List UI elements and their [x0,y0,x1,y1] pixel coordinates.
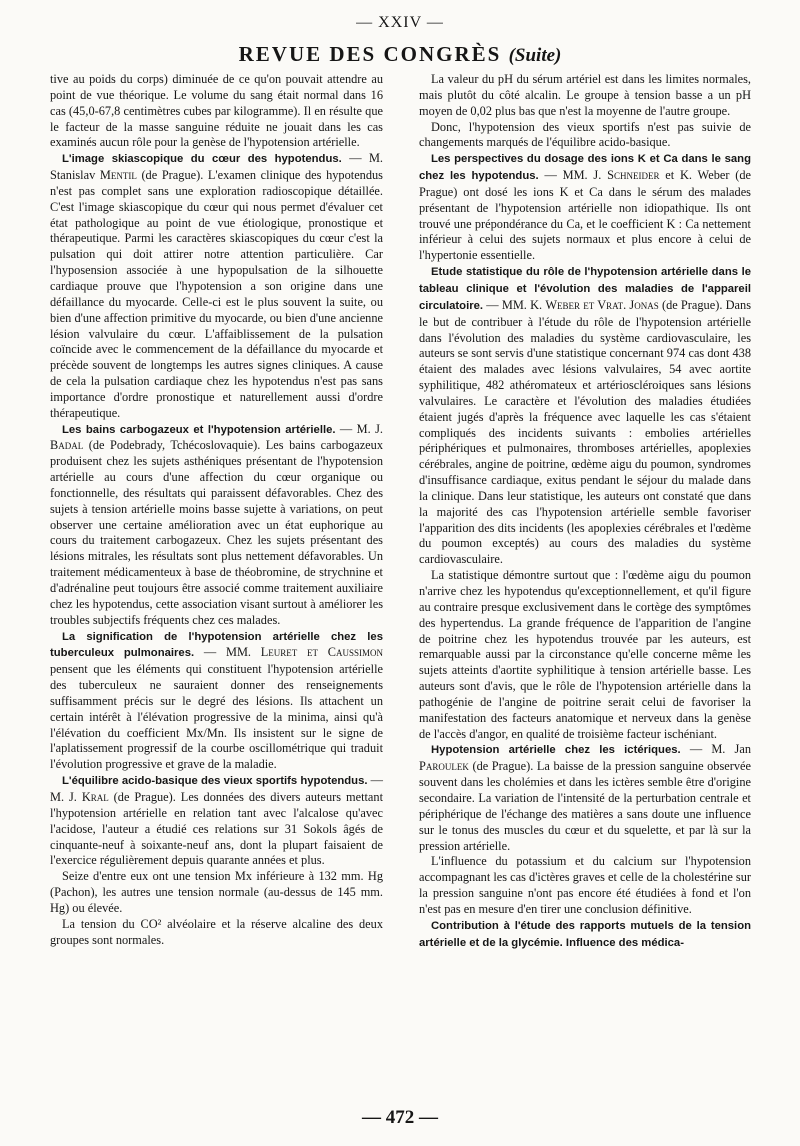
section-heading: Les bains carbogazeux et l'hypotension artérielle. [62,423,336,436]
running-head-title: REVUE DES CONGRÈS [238,42,502,66]
paragraph [419,854,751,917]
author-name: Paroulek [419,759,469,774]
paragraph-text: (de Prague). La baisse de la pression sanguine observée souvent dans les cholémies et dans les ictères semble être d'origine secondaire. La variation de l'intensité de la perturbation centrale et périphérique de l'échange des matières a sans doute une influence sur le tonus des muscles du cœur et du squelette, et par là sur la pression artérielle. [419,759,751,853]
paragraph: L'image skiascopique du cœur des hypotendus. — M. Stanislav Mentil (de Prague). L'examen clinique des hypotendus n'est pas complet sans une exploration radioscopique détaillée. C'est l'image skiascopique du cœur qui nous permet d'évaluer cet état pathologique au point de vue étiologique, pronostique et thérapeutique. Parmi les caractères skiascopiques du cœur c'est la pulsation qui doit attirer notre attention particulière. Car l'hyposension associée à une hypopulsation de la silhouette cardiaque prouve que l'hypotension a son origine dans une défaillance du myocarde. Celle-ci est le plus souvent la suite, ou bien d'une affection primitive du myocarde, ou bien d'une ancienne lésion valvulaire du cœur. L'affaiblissement de la pulsation coïncide avec le commencement de la défaillance du myocarde et précède souvent de longtemps les autres signes cliniques. A cause de cela la pulsation cardiaque chez les hypotendus n'est pas sans importance d'ordre pronostique et naturellement aussi d'ordre thérapeutique. [50,151,384,420]
author-name: Badal [50,438,84,453]
section-heading: Les perspectives du dosage des ions K et Ca dans le sang chez les hypotendus. [419,153,751,183]
running-head [0,42,800,67]
paragraph: Les perspectives du dosage des ions K et Ca dans le sang chez les hypotendus. — MM. J. Schneider et K. Weber (de Prague) ont dosé les ions K et Ca dans le sérum des malades présentant de l'hypotension artérielle non idiopathique. Ils ont trouvé une prépondérance du Ca, et le coefficient K : Ca nettement inférieur à celui des sujets normaux et plus encore à celui de l'hypertonie essentielle. [419,153,752,263]
author-name: Kral [81,789,109,804]
section-heading: Etude statistique du rôle de l'hypotension artérielle dans le tableau clinique et l'évolution des maladies de l'appareil circulatoire. [419,266,751,312]
paragraph-text: Seize d'entre eux ont une tension Mx inférieure à 132 mm. Hg (Pachon), les autres une tension normale (au-dessus de 145 mm. Hg) ou élevée. [50,869,383,915]
paragraph [419,918,751,952]
author-prefix: M. Jan [711,742,751,757]
right-column [419,72,751,951]
page-roman-numeral: — XXIV — [356,14,444,31]
author-name: Mentil [99,168,137,183]
paragraph-text: (de Prague). Les données des divers auteurs mettant l'hypotension artérielle en relation tant avec l'alcalose qu'avec l'acidose, l'auteur a étudié ces relations sur 31 Sokols âgés de cinquante-neuf à soixante-neuf ans, dont la plupart faisaient de l'exercice régulièrement depuis quarante années et plus. [50,789,384,868]
page-number: — 472 — [362,1107,438,1128]
author-prefix: M. J. [356,421,383,436]
author-prefix: MM. J. [562,168,608,183]
author-prefix: MM. K. [501,297,546,312]
paragraph: La signification de l'hypotension artérielle chez les tuberculeux pulmonaires. — MM. Leuret et Caussimon pensent que les éléments qui constituent l'hypotension artérielle des tuberculeux ne sauraient donner des renseignements suffisamment précis sur le degré des lésions. Ils attachent un certain intérêt à l'élévation progressive de la minima, ainsi qu'à l'élévation du coefficient Mx/Mn. Ils insistent sur le signe de l'aplatissement progressif de la courbe oscillométrique qui traduit l'évolution progressive et grave de la maladie. [50,630,384,772]
author-prefix: M. Stanislav [50,151,384,183]
paragraph-text: et K. Weber (de Prague) ont dosé les ions K et Ca dans le sérum des malades présentant de l'hypotension artérielle non idiopathique. Ils ont trouvé une prépondérance du Ca, et le coefficient K : Ca nettement inférieur à celui des sujets normaux et plus encore à celui de l'hypertonie essentielle. [419,168,752,263]
paragraph-text: La valeur du pH du sérum artériel est dans les limites normales, mais plutôt du côté alcalin. Le groupe à tension basse a un pH moyen de 0,02 plus bas que n'est la moyenne de l'autre groupe. [419,72,751,118]
section-heading: L'équilibre acido-basique des vieux sportifs hypotendus. [62,775,368,788]
paragraph [419,72,751,120]
paragraph-text: L'influence du potassium et du calcium sur l'hypotension accompagnant les cas d'ictères graves et celle de la cholestérine sur la pression sanguine n'ont pas encore été étudiées à fond et l'on n'est pas en mesure d'en tirer une conclusion définitive. [419,854,751,916]
paragraph [50,869,383,917]
author-prefix: MM. [225,645,261,660]
paragraph [50,72,383,151]
paragraph-text: Donc, l'hypotension des vieux sportifs n'est pas suivie de changements marqués de l'équilibre acido-basique. [419,119,751,150]
paragraph: Hypotension artérielle chez les ictériques. — M. Jan Paroulek (de Prague). La baisse de la pression sanguine observée souvent dans les cholémies et dans les ictères semble être d'origine secondaire. La variation de l'intensité de la perturbation centrale et périphérique de l'échange des matières a sans doute une influence sur le tonus des muscles du cœur et du squelette, et par là sur la pression artérielle. [419,742,751,853]
paragraph [419,120,751,152]
running-head-suite: (Suite) [508,45,562,66]
paragraph-text: pensent que les éléments qui constituent l'hypotension artérielle des tuberculeux ne sauraient donner des renseignements suffisamment précis sur le degré des lésions. Ils attachent un certain intérêt à l'élévation progressive de la minima, ainsi qu'à l'élévation du coefficient Mx/Mn. Ils insistent sur le signe de l'aplatissement progressif de la courbe oscillométrique qui traduit l'évolution progressive et grave de la maladie. [50,662,383,772]
section-heading: L'image skiascopique du cœur des hypotendus. [62,153,342,166]
left-column [50,72,383,948]
paragraph [50,917,383,949]
paragraph: Etude statistique du rôle de l'hypotension artérielle dans le tableau clinique et l'évolution des maladies de l'appareil circulatoire. — MM. K. Weber et Vrat. Jonas (de Prague). Dans le but de contribuer à l'étude du rôle de l'hypotension artérielle dans l'évolution des maladies du système cardiovasculaire, les auteurs se sont servis d'une statistique concernant 974 cas dont 438 étaient des malades avec lésions valvulaires, 54 avec aortite syphilitique, 482 athéromateux et artérioscléroiques sans lésions valvulaires. Le caractère et l'évolution des maladies étudiées étaient jugés d'après la fréquence avec laquelle les cas s'étaient compliqués des incidents suivants : embolies artérielles périphériques et pulmonaires, thromboses artérielles, apoplexies cérébrales, angine de poitrine, œdème aigu du poumon, syndromes d'insuffisance cardiaque, exitus pendant le séjour du malade dans la clinique. Dans leur statistique, les auteurs ont constaté que dans la majorité des cas l'hypotension artérielle semble favoriser l'apparition des dits incidents (les apoplexies cérébrales et l'œdème du poumon exceptés) au cours des maladies du système cardiovasculaire. [419,266,751,567]
section-heading: La signification de l'hypotension artérielle chez les tuberculeux pulmonaires. [50,630,383,660]
paragraph: L'équilibre acido-basique des vieux sportifs hypotendus. — M. J. Kral (de Prague). Les données des divers auteurs mettant l'hypotension artérielle en relation tant avec l'alcalose qu'avec l'acidose, l'auteur a étudié ces relations sur 31 Sokols âgés de cinquante-neuf à soixante-neuf ans, dont la plupart faisaient de l'exercice régulièrement depuis quarante années et plus. [50,773,384,868]
paragraph-text: (de Prague). Dans le but de contribuer à l'étude du rôle de l'hypotension artérielle dans l'évolution des maladies du système cardiovasculaire, les auteurs se sont servis d'une statistique concernant 974 cas dont 438 étaient des malades avec lésions valvulaires, 54 avec aortite syphilitique, 482 athéromateux et artérioscléroiques sans lésions valvulaires. Le caractère et l'évolution des maladies étudiées étaient jugés d'après la fréquence avec laquelle les cas s'étaient compliqués des incidents suivants : embolies artérielles périphériques et pulmonaires, thromboses artérielles, apoplexies cérébrales, angine de poitrine, œdème aigu du poumon, syndromes d'insuffisance cardiaque, exitus pendant le séjour du malade dans la clinique. Dans leur statistique, les auteurs ont constaté que dans la majorité des cas l'hypotension artérielle semble favoriser l'apparition des dits incidents (les apoplexies cérébrales et l'œdème du poumon exceptés) au cours des maladies du système cardiovasculaire. [419,297,751,567]
section-heading: Hypotension artérielle chez les ictériques. [431,744,681,757]
section-heading: Contribution à l'étude des rapports mutuels de la tension artérielle et de la glycémie. Influence des médica- [419,919,751,949]
paragraph-text: La tension du CO² alvéolaire et la réserve alcaline des deux groupes sont normales. [50,916,383,947]
paragraph: Les bains carbogazeux et l'hypotension artérielle. — M. J. Badal (de Podebrady, Tchécoslovaquie). Les bains carbogazeux produisent chez les sujets asthéniques présentant de l'hypotension artérielle au cours d'une affection du cœur organique ou fonctionnelle, des résultats qui paraissent défavorables. Chez des sujets à tension artérielle moins basse sujette à variations, on peut observer une certaine amélioration avec un état euphorique au cours du traitement carbogazeux. Chez les sujets présentant des lésions mitrales, les résultats sont plus nettement défavorables. Un traitement médicamenteux à base de théobromine, de strychnine et d'adrénaline peut toujours être associé comme traitement auxiliaire chez les hypotendus, cette association visant surtout à améliorer les troubles subjectifs fréquents chez ces malades. [50,421,383,627]
author-name: Leuret et Caussimon [260,645,384,660]
author-prefix: M. J. [50,789,82,804]
paragraph-text: tive au poids du corps) diminuée de ce qu'on pouvait attendre au point de vue théorique. Le volume du sang était normal dans 16 cas (45,0-67,8 centimètres cubes par kilogramme). Il en résulte que le facteur de la masse sanguine réduite ne jouait dans les cas examinés aucun rôle pour la genèse de l'hypotension artérielle. [50,72,383,150]
author-name: Weber et Vrat. Jonas [545,297,659,312]
paragraph-text: (de Prague). L'examen clinique des hypotendus n'est pas complet sans une exploration radioscopique détaillée. C'est l'image skiascopique du cœur qui nous permet d'évaluer cet état pathologique au point de vue étiologique, pronostique et thérapeutique. Parmi les caractères skiascopiques du cœur c'est la pulsation qui doit attirer notre attention particulière. Car l'hyposension associée à une hypopulsation de la silhouette cardiaque prouve que l'hypotension a son origine dans une défaillance du myocarde. Celle-ci est le plus souvent la suite, ou bien d'une affection primitive du myocarde, ou bien d'une ancienne lésion valvulaire du cœur. L'affaiblissement de la pulsation coïncide avec le commencement de la défaillance du myocarde et précède souvent de longtemps les autres signes cliniques. A cause de cela la pulsation cardiaque chez les hypotendus n'est pas sans importance d'ordre pronostique et naturellement aussi d'ordre thérapeutique. [50,168,383,420]
paragraph-text: La statistique démontre surtout que : l'œdème aigu du poumon n'arrive chez les hypotendus qu'exceptionnellement, et qu'il figure au contraire presque exclusivement dans le cortège des symptômes des hypertendus. La grande fréquence de l'apparition de l'angine de poitrine chez les hypotendus trouvée par les auteurs, est remarquable aussi par la circonstance qu'elle concerne même les sujets atteints d'aortite syphilitique à tension artérielle basse. Les auteurs sont d'avis, que le rôle de l'hypotension artérielle dans la pathogénie de l'angine de poitrine serait celui de favoriser la manifestation des facteurs anatomique et nerveux dans la genèse de l'accès d'angor, en qualité de troisième facteur ischéniant. [419,568,751,741]
author-name: Schneider [607,168,660,183]
paragraph [419,568,751,742]
paragraph-text: (de Podebrady, Tchécoslovaquie). Les bains carbogazeux produisent chez les sujets asthéniques présentant de l'hypotension artérielle au cours d'une affection du cœur organique ou fonctionnelle, des résultats qui paraissent défavorables. Chez des sujets à tension artérielle moins basse sujette à variations, on peut observer une certaine amélioration avec un état euphorique au cours du traitement carbogazeux. Chez les sujets présentant des lésions mitrales, les résultats sont plus nettement défavorables. Un traitement médicamenteux à base de théobromine, de strychnine et d'adrénaline peut toujours être associé comme traitement auxiliaire chez les hypotendus, cette association visant surtout à améliorer les troubles subjectifs fréquents chez ces malades. [50,438,383,627]
